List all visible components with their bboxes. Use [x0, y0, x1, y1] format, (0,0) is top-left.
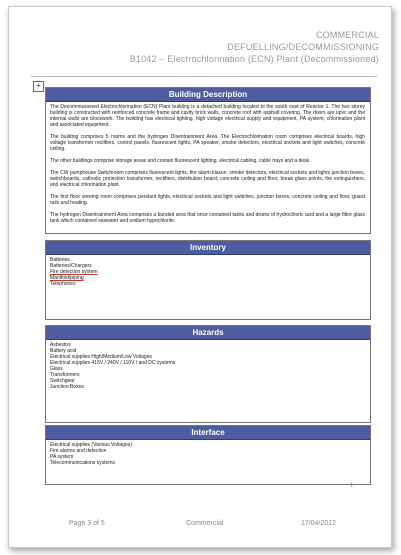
corner-mark: 1 [350, 483, 353, 489]
description-paragraph: The Decommissioned Electrochlorination (ECN) Plant building is a detached building located to the south east of Reactor 1. The two storey building is constructed with reinforced concrete frame and cavity brick walls, concrete roof with asphalt covering. The doors are upvc and the internal walls are blockwork. The building has electrical lighting, high voltage electrical supply and equipment, PA system, chlorination plant and associated equipment. [50, 104, 365, 128]
document-header [130, 29, 379, 65]
hazard-item: Electrical supplies High/Medium/Low Voltages [50, 354, 152, 360]
footer-page-number: Page 3 of 5 [69, 520, 105, 527]
inventory-item: Manifold/piping [50, 275, 84, 281]
interface-item: Telecommunications systems [50, 460, 116, 466]
hazard-item: Battery acid [50, 348, 77, 354]
building-description-title: Building Description [46, 88, 370, 102]
header-line-3: B1042 – Electrochlorination (ECN) Plant (Decommissioned) [129, 54, 379, 64]
hazards-title: Hazards [46, 326, 370, 340]
inventory-item: Batteries/Chargers [50, 263, 92, 269]
description-paragraph: The hydrogen Disentrainment Area comprises a bunded area that once contained tanks and drums of hydrochloric acid and a large fibre glass tank which contained seawater and sodium hypochlorite. [50, 212, 365, 224]
description-paragraph: The first floor viewing room comprises pendant lights, electrical sockets and light switches, junction boxes, concrete ceiling and floor, guard rails and heating. [50, 194, 365, 206]
hazard-item: Junction Boxes [50, 384, 84, 390]
hazard-item: Asbestos [50, 342, 71, 348]
document-page [8, 6, 392, 548]
header-rule [31, 76, 377, 77]
footer-classification: Commercial [186, 520, 224, 527]
inventory-box [45, 240, 371, 320]
inventory-list [46, 255, 370, 290]
building-description-body [46, 102, 370, 233]
hazard-item: Transformers [50, 372, 80, 378]
header-line-2: DEFUELLING/DECOMMISSIONING [227, 42, 379, 52]
inventory-item: Fire detection system [50, 269, 98, 275]
interface-list [46, 440, 370, 469]
building-description-box [45, 87, 371, 234]
hazard-item: Switchgear [50, 378, 75, 384]
footer-date: 17/04/2012 [301, 520, 337, 527]
interface-item: Electrical supplies (Various Voltages) [50, 442, 132, 448]
inventory-item: Telephones [50, 281, 76, 287]
interface-title: Interface [46, 426, 370, 440]
description-paragraph: The building comprises 5 rooms and the hydrogen Disentrainment Area. The Electrochlorination room comprises electrical boards, high voltage transformer rectifiers, control panels, fluorescent lights, PA speaker, smoke detectors, electrical sockets and light switches, concrete ceiling. [50, 134, 365, 152]
hazard-item: Glass [50, 366, 63, 372]
interface-item: PA system [50, 454, 74, 460]
header-line-1: COMMERCIAL [315, 30, 379, 40]
inventory-item: Batteries [50, 257, 70, 263]
hazard-item: Electrical supplies 415V / 240V / 110V / and DC systems [50, 360, 176, 366]
inventory-title: Inventory [46, 241, 370, 255]
interface-item: Fire alarms and detection [50, 448, 107, 454]
table-move-handle-icon[interactable]: + [33, 81, 44, 92]
description-paragraph: The CW pumphouse Switchroom comprises fluorescent lights, fire alarm klaxon, smoke detectors, electrical sockets and lights junction boxes, switchboards, cathodic protection transformer, rectifiers, distribution board, concrete ceiling and floor, break glass points, fire extinguishers, and electrical chlorination plant. [50, 170, 365, 188]
hazards-list [46, 340, 370, 393]
hazards-box [45, 325, 371, 423]
interface-box [45, 425, 371, 485]
description-paragraph: The other buildings comprise storage areas and contain fluorescent lighting, electrical cabling, cable trays and a desk. [50, 158, 311, 164]
